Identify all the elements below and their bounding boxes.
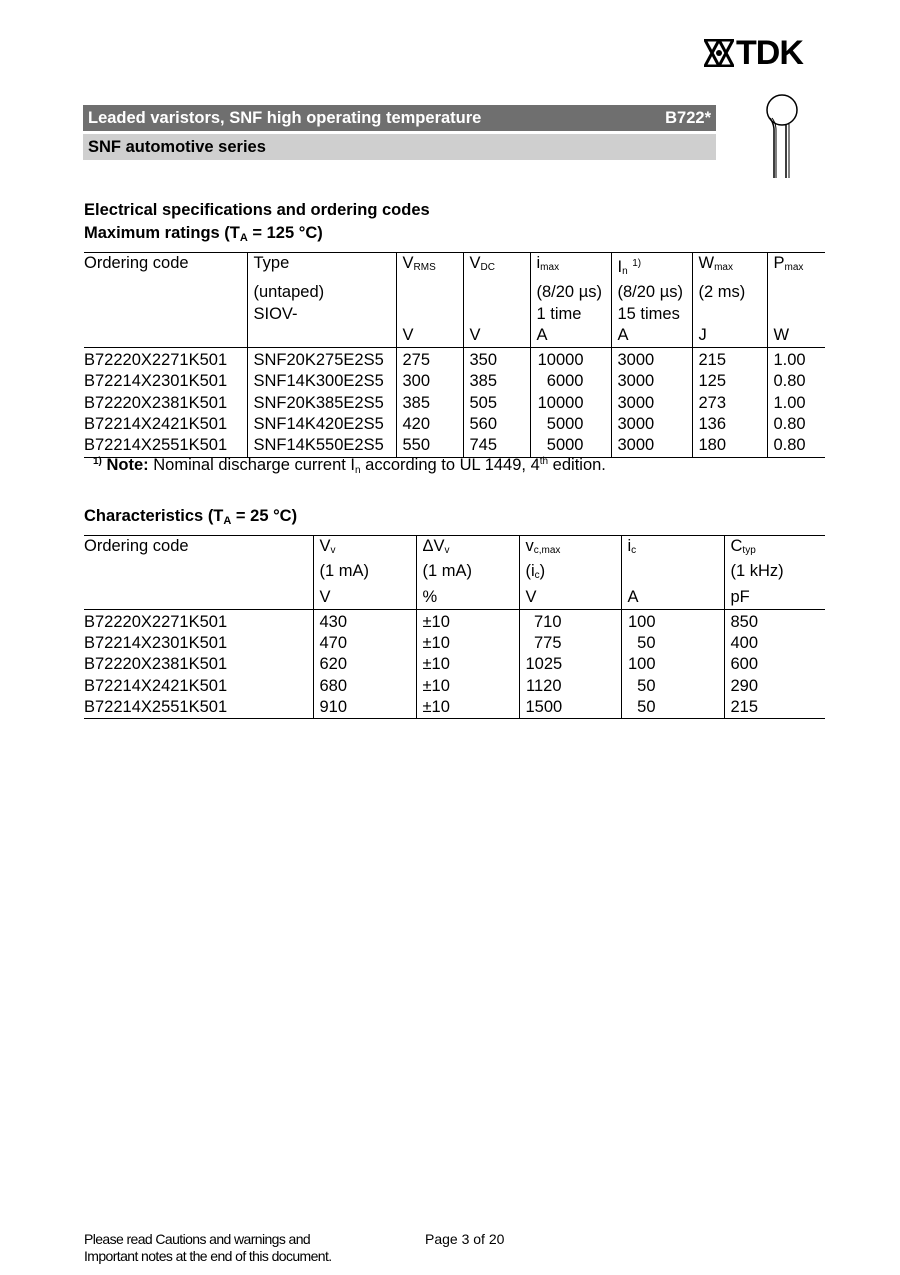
table-cell: 5000 (530, 414, 611, 435)
col-header: $V_{DC}$ (463, 253, 530, 283)
max-ratings-header (84, 253, 825, 348)
footnote: $^{1)}$ Note: Nominal discharge current $I_n$ according to UL 1449, 4th edition. (93, 456, 606, 476)
table-cell: 1.00 (767, 393, 825, 414)
table-cell: 710 (519, 609, 621, 633)
col-header-line3: SIOV- (247, 304, 396, 325)
footer-disclaimer: Please read Cautions and warnings and Important notes at the end of this document. (84, 1231, 332, 1264)
max-ratings-table (84, 252, 825, 458)
table-cell: 470 (313, 633, 416, 654)
col-header: $i_c$ (621, 536, 724, 562)
table-row (84, 435, 825, 457)
col-unit: % (416, 587, 519, 610)
col-header-line2: (8/20 µs) (530, 282, 611, 303)
table-cell: 0.80 (767, 435, 825, 457)
col-header-line2: (8/20 µs) (611, 282, 692, 303)
table-cell: B72220X2271K501 (84, 612, 228, 631)
table-cell: ±10 (416, 676, 519, 697)
table-cell: 100 (621, 654, 724, 675)
table-cell: 6000 (530, 371, 611, 392)
table-cell: 560 (463, 414, 530, 435)
table-row (84, 654, 825, 675)
table-cell: 430 (313, 609, 416, 633)
table-cell: B72220X2381K501 (84, 655, 228, 674)
col-unit: V (463, 325, 530, 348)
col-header: $W_{max}$ (692, 253, 767, 283)
table-row (84, 633, 825, 654)
table-cell: 1120 (519, 676, 621, 697)
characteristics-table (84, 535, 825, 719)
table-cell: 680 (313, 676, 416, 697)
table-cell: 775 (519, 633, 621, 654)
table-cell: 10000 (530, 393, 611, 414)
col-header-line2: (1 mA) (313, 561, 416, 586)
table-cell: 745 (463, 435, 530, 457)
table-cell: 50 (621, 697, 724, 719)
table-cell: 0.80 (767, 371, 825, 392)
col-unit: V (396, 325, 463, 348)
table-cell: ±10 (416, 654, 519, 675)
col-unit: A (621, 587, 724, 610)
table-cell: 100 (621, 609, 724, 633)
tdk-emblem-icon (704, 39, 734, 67)
table-cell: 50 (621, 633, 724, 654)
col-header: Ordering code (84, 536, 313, 562)
table-cell: 0.80 (767, 414, 825, 435)
table-cell: 3000 (611, 414, 692, 435)
table-cell: 850 (724, 609, 825, 633)
table-cell: B72214X2301K501 (84, 634, 228, 653)
table-cell: SNF20K385E2S5 (247, 393, 396, 414)
col-unit: pF (724, 587, 825, 610)
table-cell: B72220X2271K501 (84, 351, 228, 370)
tdk-logo (704, 36, 828, 70)
table-cell: ±10 (416, 697, 519, 719)
col-header: $v_{c,max}$ (519, 536, 621, 562)
col-unit: V (313, 587, 416, 610)
table-cell: 5000 (530, 435, 611, 457)
col-unit: V (519, 587, 621, 610)
table-cell: 300 (396, 371, 463, 392)
table-cell: 505 (463, 393, 530, 414)
col-header: $C_{typ}$ (724, 536, 825, 562)
section1-subtitle: Maximum ratings ($T_A = 125$ °C) (84, 224, 323, 244)
table-cell: 215 (692, 348, 767, 372)
table-cell: 350 (463, 348, 530, 372)
col-header-line2: (untaped) (247, 282, 396, 303)
col-header-line2: (1 kHz) (724, 561, 825, 586)
table-cell: SNF14K550E2S5 (247, 435, 396, 457)
table-cell: 3000 (611, 371, 692, 392)
table-row (84, 414, 825, 435)
table-cell: SNF14K420E2S5 (247, 414, 396, 435)
col-header: Ordering code (84, 253, 247, 283)
table-cell: 385 (463, 371, 530, 392)
col-header-line2: $(i_c)$ (519, 561, 621, 586)
table-cell: B72214X2421K501 (84, 415, 228, 434)
header-subtitle-bar (83, 134, 716, 160)
table-row (84, 697, 825, 719)
table-cell: ±10 (416, 609, 519, 633)
col-header: $P_{max}$ (767, 253, 825, 283)
col-header: $I_n$ $^{1)}$ (611, 253, 692, 283)
table-cell: 290 (724, 676, 825, 697)
table-cell: B72220X2381K501 (84, 393, 228, 412)
table-row (84, 371, 825, 392)
table-row (84, 676, 825, 697)
col-header: $V_{RMS}$ (396, 253, 463, 283)
table-cell: 1500 (519, 697, 621, 719)
max-ratings-body (84, 348, 825, 457)
table-cell: 910 (313, 697, 416, 719)
col-unit: J (692, 325, 767, 348)
header-part-number: B722* (665, 108, 711, 127)
col-header: Type (247, 253, 396, 283)
table-cell: 420 (396, 414, 463, 435)
table-cell: 136 (692, 414, 767, 435)
table-cell: ±10 (416, 633, 519, 654)
col-header: $\Delta V_v$ (416, 536, 519, 562)
table-cell: B72214X2421K501 (84, 676, 228, 695)
table-cell: 400 (724, 633, 825, 654)
table-cell: 1.00 (767, 348, 825, 372)
table-cell: 3000 (611, 435, 692, 457)
table-cell: 273 (692, 393, 767, 414)
header-subtitle: SNF automotive series (88, 137, 266, 156)
header-title: Leaded varistors, SNF high operating temperature (88, 108, 482, 127)
table-cell: 3000 (611, 393, 692, 414)
table-cell: 1025 (519, 654, 621, 675)
col-header-line3: 1 time (530, 304, 611, 325)
table-cell: 50 (621, 676, 724, 697)
logo-text: TDK (736, 34, 803, 72)
col-unit: A (530, 325, 611, 348)
table-cell: 125 (692, 371, 767, 392)
col-header-line3: 15 times (611, 304, 692, 325)
table-row (84, 393, 825, 414)
table-cell: 620 (313, 654, 416, 675)
table-cell: B72214X2551K501 (84, 697, 313, 719)
table-row (84, 609, 825, 633)
table-cell: 385 (396, 393, 463, 414)
section2-title: Characteristics ($T_A = 25$ °C) (84, 507, 298, 527)
table-cell: 275 (396, 348, 463, 372)
table-cell: 3000 (611, 348, 692, 372)
header-title-bar (83, 105, 716, 131)
section1-title: Electrical specifications and ordering codes (84, 201, 430, 219)
table-cell: 215 (724, 697, 825, 719)
table-cell: 550 (396, 435, 463, 457)
table-cell: B72214X2551K501 (84, 435, 247, 457)
characteristics-header (84, 536, 825, 610)
table-cell: SNF14K300E2S5 (247, 371, 396, 392)
col-unit: W (767, 325, 825, 348)
page-number: Page 3 of 20 (425, 1231, 505, 1247)
characteristics-body (84, 609, 825, 718)
col-unit: A (611, 325, 692, 348)
col-header-line2: (1 mA) (416, 561, 519, 586)
table-cell: 600 (724, 654, 825, 675)
table-cell: 10000 (530, 348, 611, 372)
col-header-line2: (2 ms) (692, 282, 767, 303)
disc-varistor-icon (764, 90, 804, 180)
table-row (84, 348, 825, 372)
table-cell: B72214X2301K501 (84, 372, 228, 391)
col-header: $i_{max}$ (530, 253, 611, 283)
table-cell: 180 (692, 435, 767, 457)
col-header: $V_v$ (313, 536, 416, 562)
table-cell: SNF20K275E2S5 (247, 348, 396, 372)
